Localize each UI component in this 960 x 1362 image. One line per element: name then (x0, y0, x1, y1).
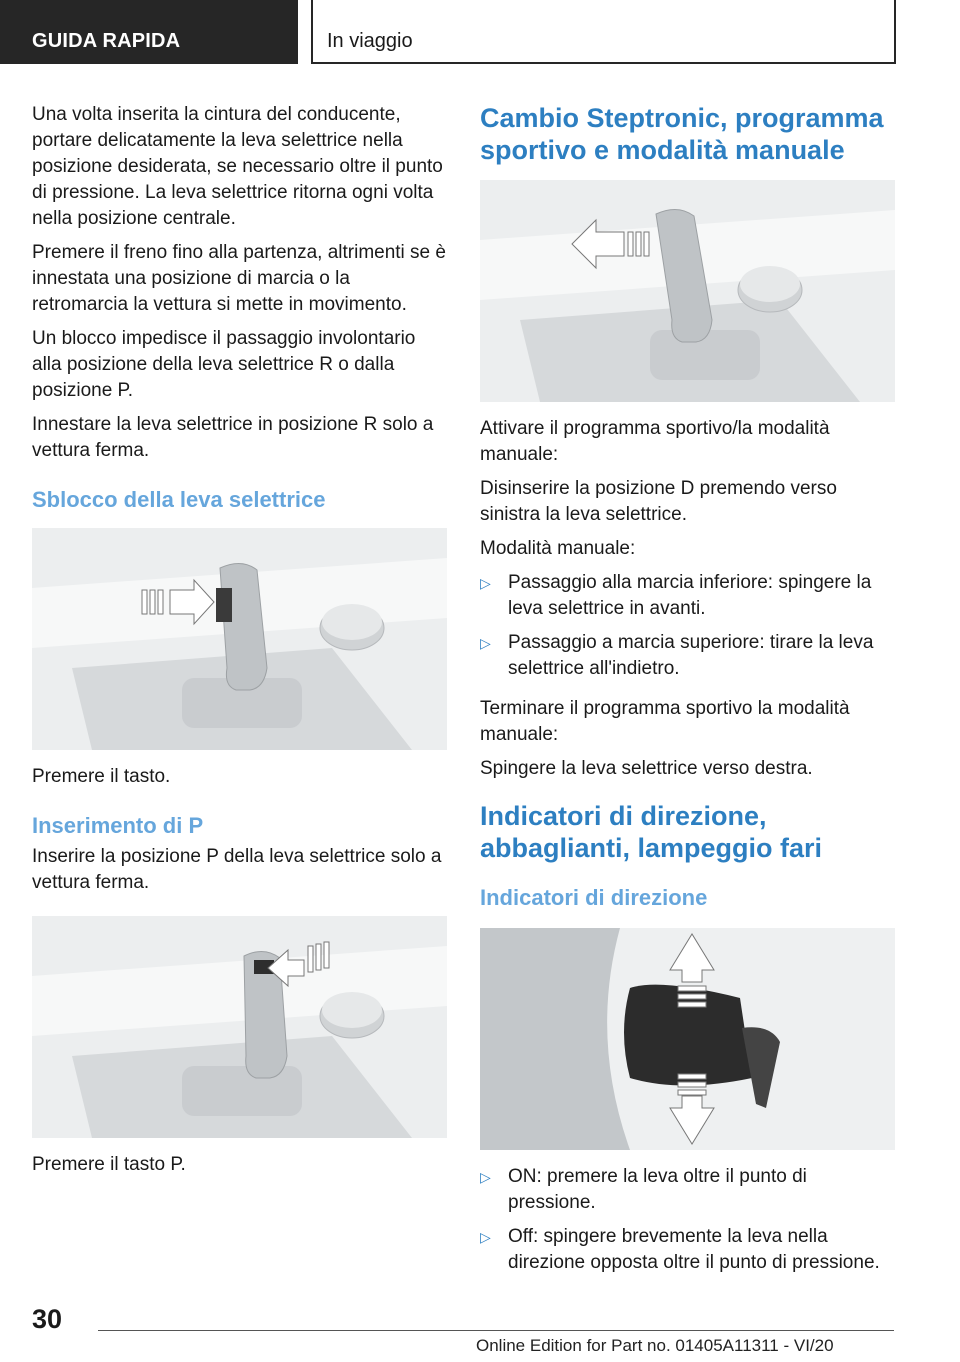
triangle-right-icon: ▷ (480, 1229, 491, 1245)
unlock-heading: Sblocco della leva selettrice (32, 487, 326, 512)
paragraph: Un blocco impedisce il passaggio involontario alla posizione della leva selettrice R o dalla posizione P. (32, 328, 416, 401)
paragraph: Premere il freno fino alla partenza, altrimenti se è innestata una posizione di marcia o la retromarcia la vettura si mette in movimento. (32, 242, 446, 315)
triangle-right-icon: ▷ (480, 635, 491, 651)
list-item: ▷ ON: premere la leva oltre il punto di pressione. (480, 1166, 807, 1213)
page-number: 30 (32, 1304, 63, 1334)
paragraph: Modalità manuale: (480, 538, 636, 559)
figure-turn-signal-stalk (480, 928, 895, 1150)
right-column (480, 102, 898, 1284)
figure-gear-lever-park (32, 916, 447, 1138)
figure-steptronic (480, 180, 895, 402)
park-heading: Inserimento di P (32, 813, 204, 838)
steptronic-heading: Cambio Steptronic, programma sportivo e modalità manuale (480, 103, 884, 165)
section-tab: GUIDA RAPIDA (0, 0, 298, 64)
figure-caption: Premere il tasto P. (32, 1154, 186, 1175)
manual-mode-list (480, 570, 898, 682)
paragraph: Attivare il programma sportivo/la modalità manuale: (480, 418, 830, 465)
footer-divider (98, 1330, 894, 1331)
turn-signals-heading: Indicatori di direzione (480, 885, 708, 910)
indicators-heading: Indicatori di direzione, abbaglianti, lampeggio fari (480, 801, 823, 863)
paragraph: Disinserire la posizione D premendo verso sinistra la leva selettrice. (480, 478, 837, 525)
triangle-right-icon: ▷ (480, 575, 491, 591)
list-item: ▷ Passaggio alla marcia inferiore: spingere la leva selettrice in avanti. (480, 572, 872, 619)
paragraph: Innestare la leva selettrice in posizione R solo a vettura ferma. (32, 414, 434, 461)
edition-note: Online Edition for Part no. 01405A11311 - VI/20 (476, 1336, 834, 1355)
paragraph: Una volta inserita la cintura del conducente, portare delicatamente la leva selettrice nella posizione desiderata, se necessario oltre il punto di pressione. La leva selettrice ritorna ogni volta nella posizione centrale. (32, 104, 443, 229)
page-header (0, 0, 960, 66)
turn-signal-list (480, 1164, 898, 1276)
paragraph: Spingere la leva selettrice verso destra. (480, 758, 813, 779)
list-item: ▷ Off: spingere brevemente la leva nella direzione opposta oltre il punto di pressione. (480, 1226, 880, 1273)
paragraph: Terminare il programma sportivo la modalità manuale: (480, 698, 850, 745)
paragraph: Inserire la posizione P della leva selettrice solo a vettura ferma. (32, 846, 442, 893)
chapter-tab: In viaggio (311, 0, 896, 64)
list-item: ▷ Passaggio a marcia superiore: tirare la leva selettrice all'indietro. (480, 632, 874, 679)
figure-caption: Premere il tasto. (32, 766, 171, 787)
left-column (32, 102, 450, 1186)
figure-gear-lever-unlock (32, 528, 447, 750)
triangle-right-icon: ▷ (480, 1169, 491, 1185)
